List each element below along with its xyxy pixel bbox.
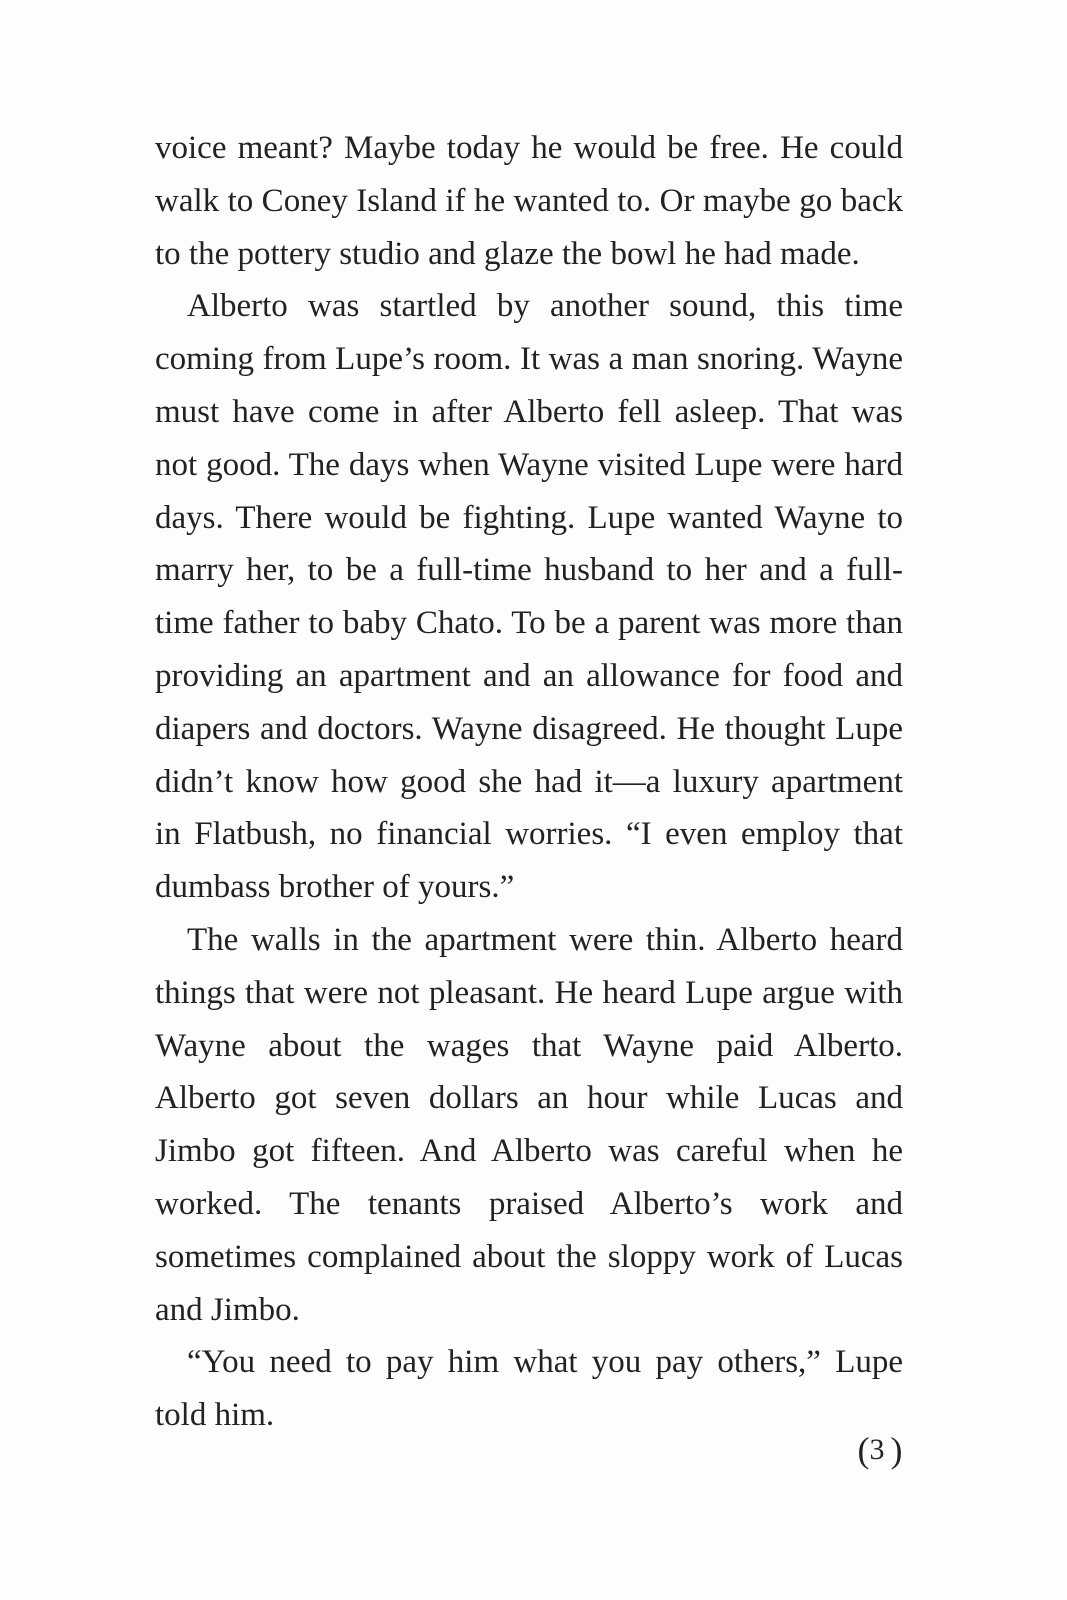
body-text: [155, 122, 903, 1442]
paragraph-4: “You need to pay him what you pay others,” Lupe told him.: [155, 1344, 903, 1434]
page-number-value: 3: [869, 1433, 891, 1466]
paragraph-2: Alberto was startled by another sound, this time coming from Lupe’s room. It was a man snoring. Wayne must have come in after Alberto fell asleep. That was not good. The days when Wayne visited Lupe were hard days. There would be fighting. Lupe wanted Wayne to marry her, to be a full-time husband to her and a full-time father to baby Chato. To be a parent was more than providing an apartment and an allowance for food and diapers and doctors. Wayne disagreed. He thought Lupe didn’t know how good she had it—a luxury apartment in Flatbush, no financial worries. “I even employ that dumbass brother of yours.”: [155, 288, 903, 906]
paragraph-1: voice meant? Maybe today he would be free. He could walk to Coney Island if he wanted to. Or maybe go back to the pottery studio and glaze the bowl he had made.: [155, 130, 903, 272]
right-paren-glyph: ): [890, 1430, 903, 1470]
left-paren-glyph: (: [857, 1430, 870, 1470]
paragraph-3: The walls in the apartment were thin. Alberto heard things that were not pleasant. He heard Lupe argue with Wayne about the wages that Wayne paid Alberto. Alberto got seven dollars an hour while Lucas and Jimbo got fifteen. And Alberto was careful when he worked. The tenants praised Alberto’s work and sometimes complained about the sloppy work of Lucas and Jimbo.: [155, 921, 903, 1328]
page-number: [850, 1428, 910, 1472]
